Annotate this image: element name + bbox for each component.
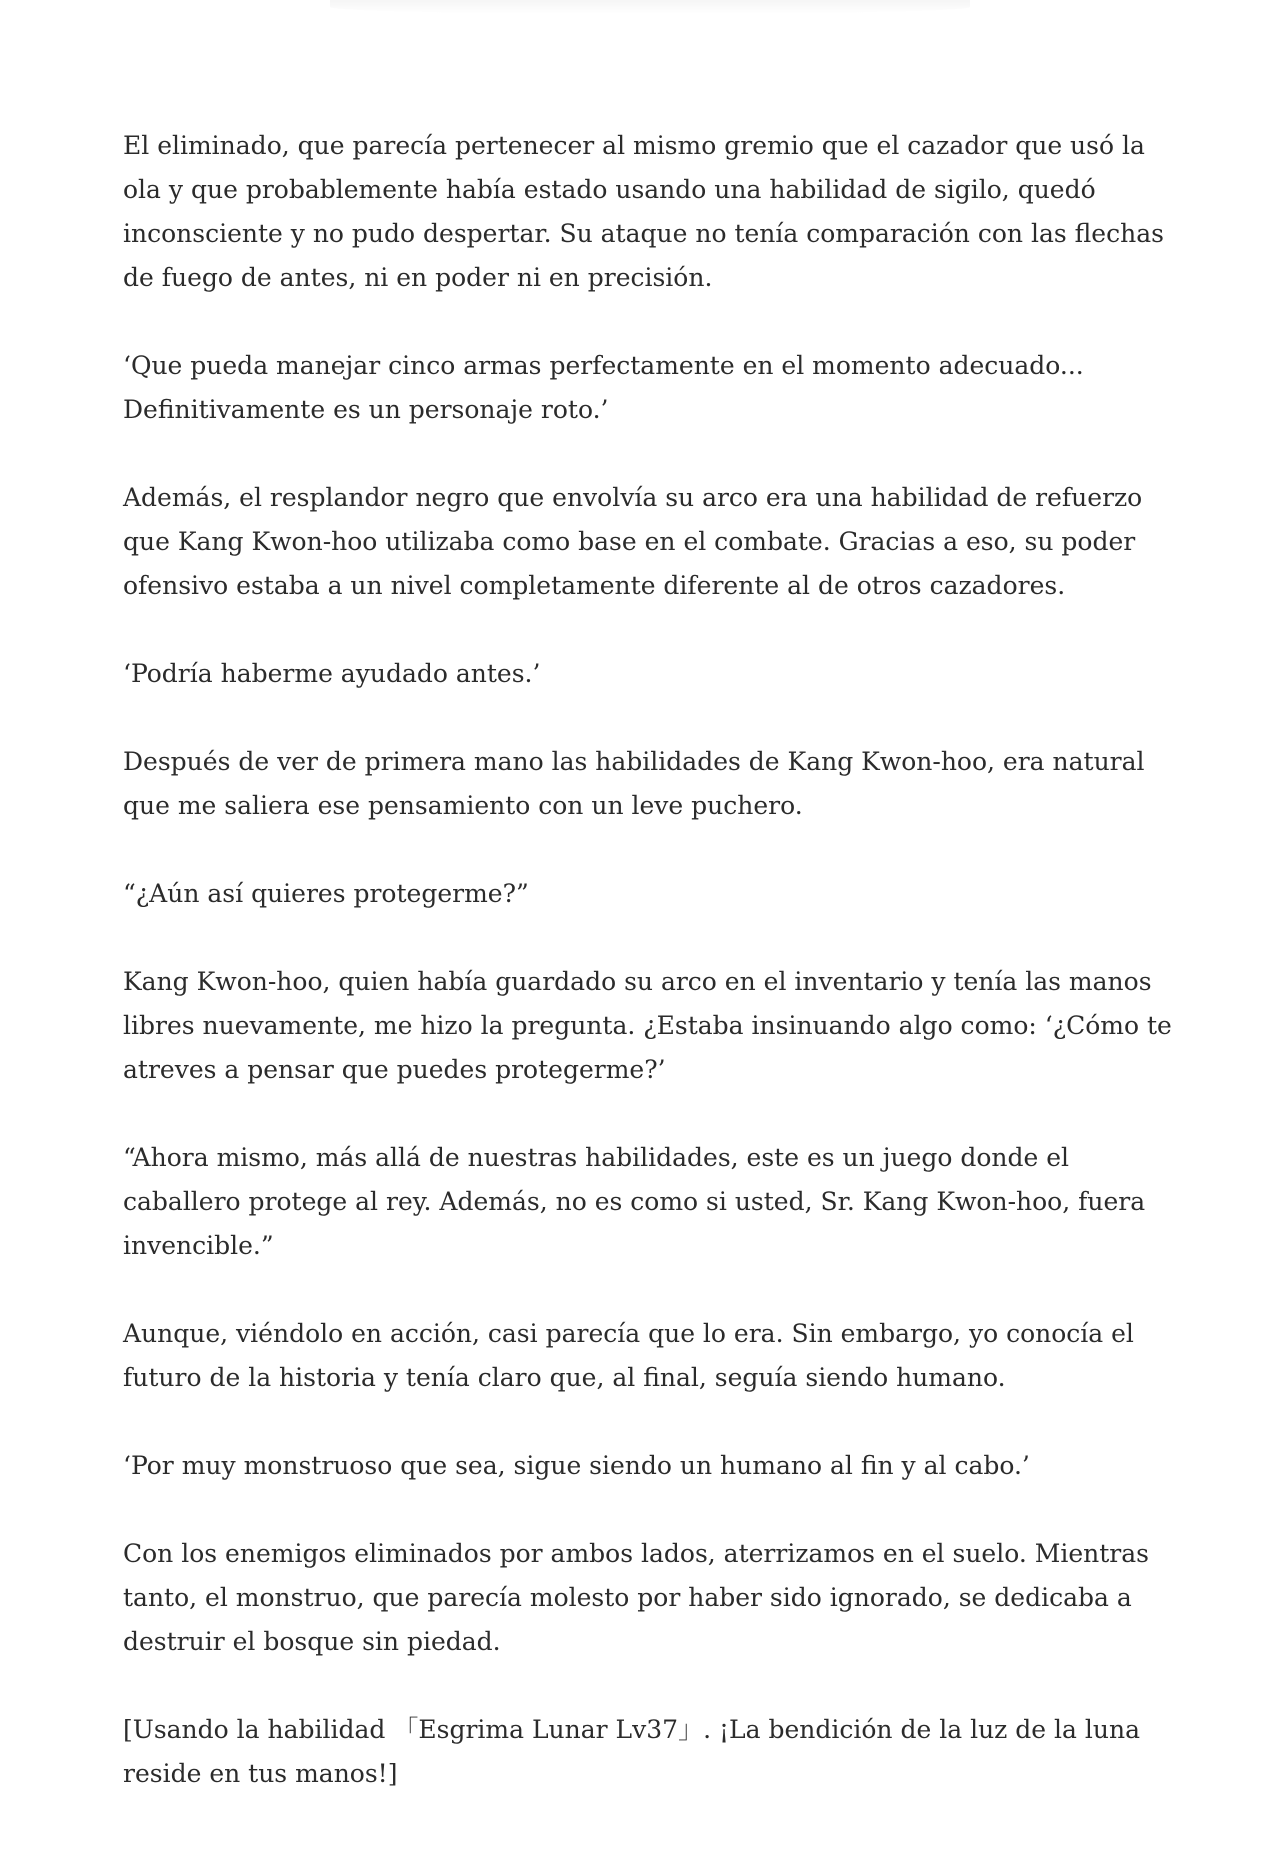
paragraph-5: Después de ver de primera mano las habilidades de Kang Kwon-hoo, era natural que me saliera ese pensamiento con un leve puchero. <box>123 747 1145 820</box>
paragraph-4: ‘Podría haberme ayudado antes.’ <box>123 659 541 688</box>
paragraph-10: ‘Por muy monstruoso que sea, sigue siendo un humano al fin y al cabo.’ <box>123 1451 1030 1480</box>
paragraph-6: “¿Aún así quieres protegerme?” <box>123 879 529 908</box>
top-shadow <box>330 0 970 14</box>
paragraph-11: Con los enemigos eliminados por ambos lados, aterrizamos en el suelo. Mientras tanto, el monstruo, que parecía molesto por haber sido ignorado, se dedicaba a destruir el bosque sin piedad. <box>123 1539 1149 1656</box>
paragraph-7: Kang Kwon-hoo, quien había guardado su arco en el inventario y tenía las manos libres nuevamente, me hizo la pregunta. ¿Estaba insinuando algo como: ‘¿Cómo te atreves a pensar que puedes protegerme?’ <box>123 967 1172 1084</box>
article-body <box>123 124 1183 1840</box>
paragraph-1: El eliminado, que parecía pertenecer al mismo gremio que el cazador que usó la ola y que probablemente había estado usando una habilidad de sigilo, quedó inconsciente y no pudo despertar. Su ataque no tenía comparación con las flechas de fuego de antes, ni en poder ni en precisión. <box>123 131 1164 292</box>
paragraph-2: ‘Que pueda manejar cinco armas perfectamente en el momento adecuado... Definitivamente es un personaje roto.’ <box>123 351 1084 424</box>
paragraph-3: Además, el resplandor negro que envolvía su arco era una habilidad de refuerzo que Kang Kwon-hoo utilizaba como base en el combate. Gracias a eso, su poder ofensivo estaba a un nivel completamente diferente al de otros cazadores. <box>123 483 1143 600</box>
paragraph-9: Aunque, viéndolo en acción, casi parecía que lo era. Sin embargo, yo conocía el futuro de la historia y tenía claro que, al final, seguía siendo humano. <box>123 1319 1134 1392</box>
paragraph-8: “Ahora mismo, más allá de nuestras habilidades, este es un juego donde el caballero protege al rey. Además, no es como si usted, Sr. Kang Kwon-hoo, fuera invencible.” <box>123 1143 1146 1260</box>
paragraph-12: [Usando la habilidad 「Esgrima Lunar Lv37」. ¡La bendición de la luz de la luna reside en tus manos!] <box>123 1715 1140 1788</box>
